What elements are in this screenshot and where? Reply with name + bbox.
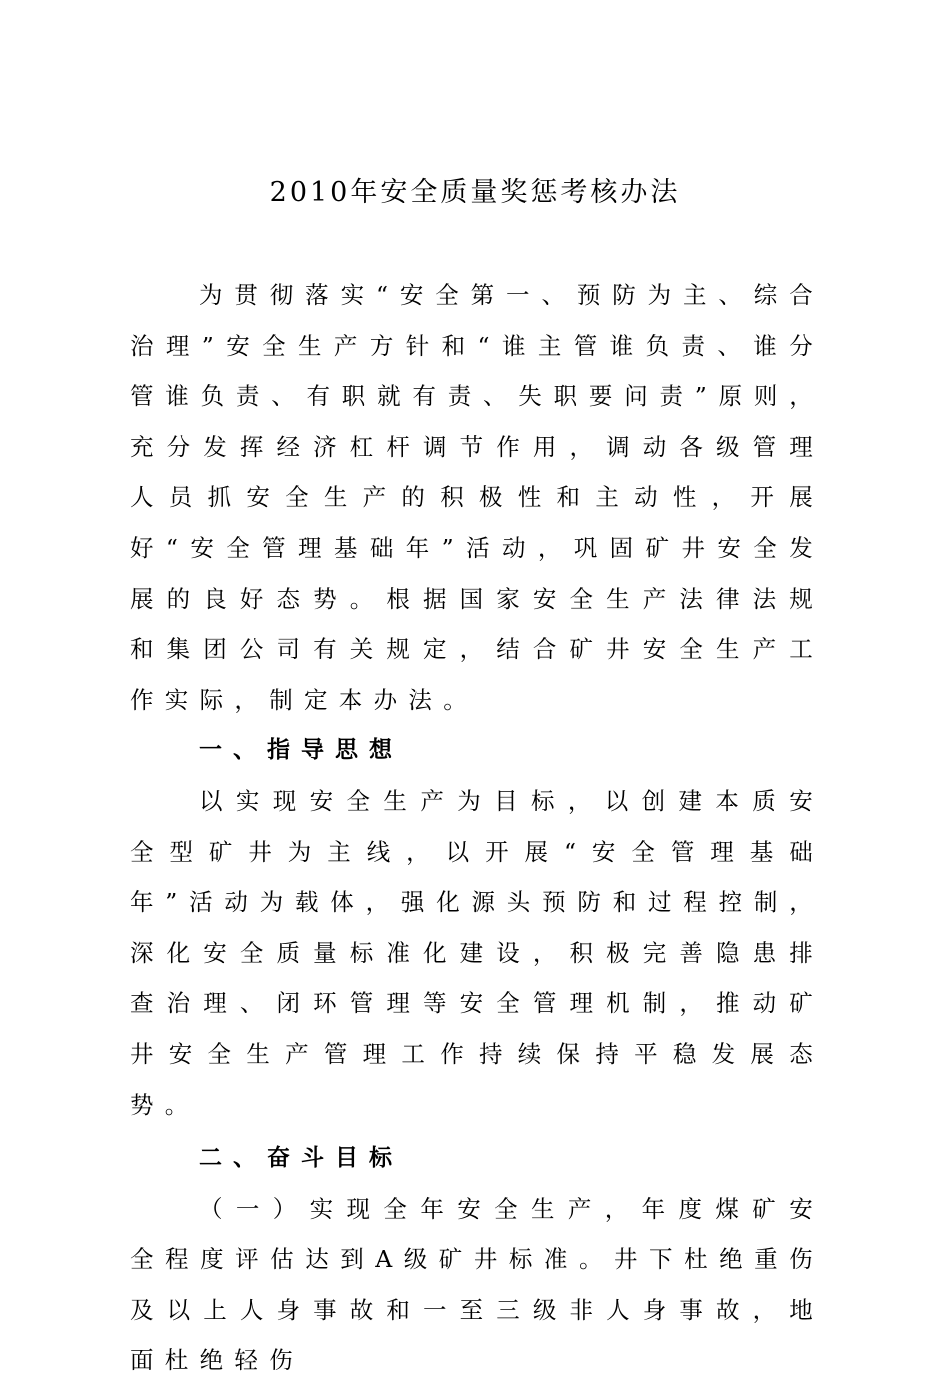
section-heading-goals: 二、奋斗目标	[199, 1145, 403, 1172]
section-heading-guiding-ideology: 一、指导思想	[199, 737, 403, 764]
document-body	[130, 270, 824, 1386]
section-paragraph: 以实现安全生产为目标，以创建本质安全型矿井为主线，以开展“安全管理基础年”活动为载体，强化源头预防和过程控制，深化安全质量标准化建设，积极完善隐患排查治理、闭环管理等安全管理机制，推动矿井安全生产管理工作持续保持平稳发展态势。	[130, 786, 824, 1119]
document-title: 2010年安全质量奖惩考核办法	[269, 177, 681, 208]
intro-paragraph: 为贯彻落实“安全第一、预防为主、综合治理”安全生产方针和“谁主管谁负责、谁分管谁负责、有职就有责、失职要问责”原则，充分发挥经济杠杆调节作用，调动各级管理人员抓安全生产的积极性和主动性，开展好“安全管理基础年”活动，巩固矿井安全发展的良好态势。根据国家安全生产法律法规和集团公司有关规定，结合矿井安全生产工作实际，制定本办法。	[130, 281, 824, 714]
section-paragraph: （一）实现全年安全生产，年度煤矿安全程度评估达到A级矿井标准。井下杜绝重伤及以上人身事故和一至三级非人身事故，地面杜绝轻伤	[130, 1194, 824, 1375]
